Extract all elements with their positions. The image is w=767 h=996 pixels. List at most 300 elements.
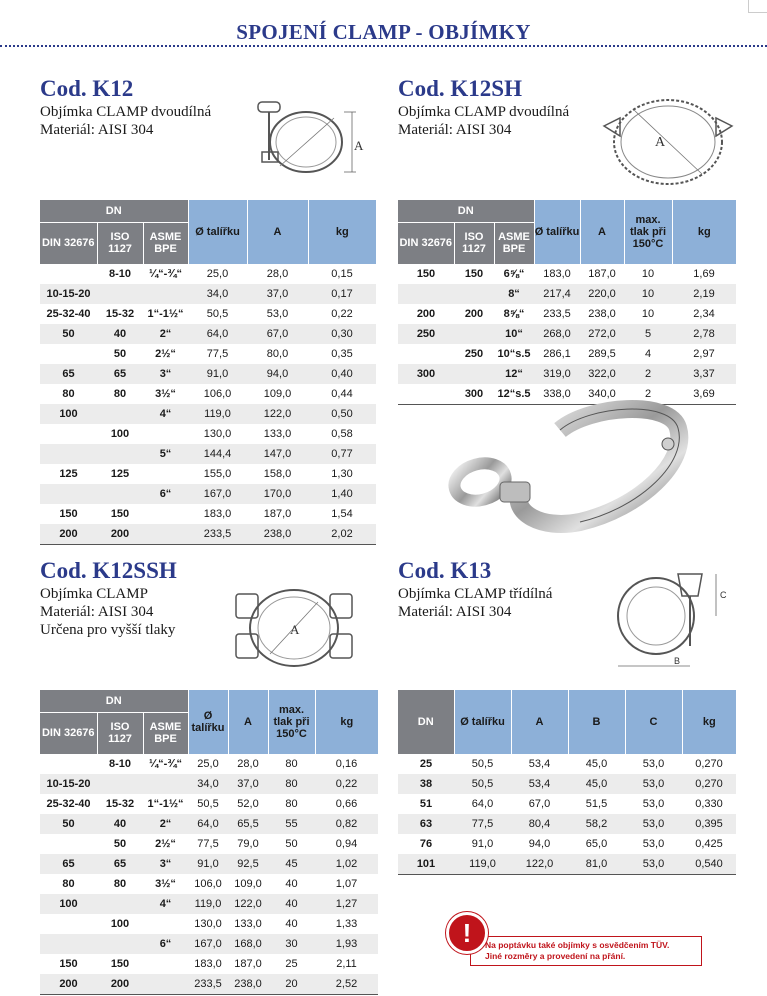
k12ssh-cell [40, 754, 97, 774]
k12sh-cell: 10 [641, 308, 655, 320]
k12-description [40, 103, 211, 139]
k13-cell: 58,2 [568, 814, 625, 834]
k12-cell: 3½“ [155, 388, 176, 400]
k12sh-cell: 3,37 [672, 364, 736, 384]
k12ssh-cell: 37,0 [228, 774, 268, 794]
k12-cell: 187,0 [263, 508, 292, 520]
k13-cell: 51 [419, 798, 433, 810]
k12-cell: 0,35 [331, 348, 353, 360]
k12-cell: 5“ [143, 444, 188, 464]
k12ssh-dim-a: A [290, 622, 300, 637]
k12ssh-cell: 168,0 [228, 934, 268, 954]
k12sh-table [398, 200, 736, 405]
k12ssh-row [40, 934, 378, 954]
k12ssh-cell [40, 834, 97, 854]
k12-cell [40, 444, 97, 464]
k13-cell: 64,0 [471, 798, 494, 810]
k12ssh-cell: 100 [110, 918, 130, 930]
k12-cell [97, 444, 143, 464]
k12sh-cell: 4 [644, 348, 652, 360]
k12-cell: 119,0 [188, 404, 247, 424]
k12-row [40, 484, 376, 504]
k12ssh-cell: 3½“ [155, 878, 176, 890]
k12ssh-cell: 2½“ [155, 838, 176, 850]
k12ssh-cell [97, 934, 143, 954]
k12sh-cell: 12“s.5 [494, 384, 534, 405]
k12ssh-table-body [40, 754, 378, 995]
k12sh-cell: 289,5 [588, 348, 616, 360]
k12ssh-cell: 0,22 [315, 774, 378, 794]
k12sh-cell: 300 [398, 364, 454, 384]
k12ssh-cell: 6“ [143, 934, 188, 954]
k12-cell: 50,5 [206, 308, 229, 320]
k12-cell: 109,0 [263, 388, 292, 400]
k12ssh-cell: 2“ [143, 814, 188, 834]
k12sh-cell: 2 [624, 384, 672, 405]
k12ssh-cell: 40 [97, 814, 143, 834]
k12-cell: 65 [40, 364, 97, 384]
k12-cell: 0,15 [331, 268, 353, 280]
k12-cell: 0,17 [308, 284, 376, 304]
k12ssh-head-iso: ISO 1127 [97, 712, 143, 754]
k13-head-kg: kg [682, 690, 736, 754]
k12ssh-cell: 52,0 [237, 798, 259, 810]
k12ssh-cell: 92,5 [228, 854, 268, 874]
k12ssh-cell: 80 [285, 798, 298, 810]
k12ssh-cell: 50 [40, 814, 97, 834]
k12ssh-cell: 91,0 [188, 854, 228, 874]
k12ssh-row [40, 794, 378, 814]
k12sh-row [398, 364, 736, 384]
k13-head-b: B [568, 690, 625, 754]
k12ssh-cell [40, 914, 97, 934]
k12-clamp-drawing [244, 98, 374, 178]
k12sh-code: Cod. K12SH [398, 76, 522, 101]
k12sh-row [398, 264, 736, 284]
k12ssh-head-diameter: Ø talířku [188, 690, 228, 754]
k13-cell: 91,0 [471, 838, 494, 850]
k12-cell: 167,0 [188, 484, 247, 504]
k13-row [398, 794, 736, 814]
k12sh-cell: 250 [464, 348, 484, 360]
k12sh-desc-line: Objímka CLAMP dvoudílná [398, 104, 570, 120]
k12ssh-cell: 1,33 [335, 918, 358, 930]
k13-cell: 65,0 [585, 838, 608, 850]
k12sh-head-kg: kg [672, 200, 736, 264]
k12-cell: 50 [40, 324, 97, 344]
k12sh-cell: 6⅝“ [503, 268, 525, 280]
k13-head-dn: DN [398, 690, 454, 754]
k13-cell: 0,270 [682, 774, 736, 794]
k12ssh-row [40, 874, 378, 894]
k12-cell [143, 524, 188, 545]
k12ssh-cell: 1,07 [335, 878, 358, 890]
k12ssh-row [40, 814, 378, 834]
k12-head-dn: DN [40, 200, 188, 222]
k12-row [40, 284, 376, 304]
k12-cell: 133,0 [263, 428, 292, 440]
k13-cell: 51,5 [585, 798, 608, 810]
k12-cell: 10-15-20 [40, 284, 97, 304]
k12ssh-cell: 79,0 [237, 838, 259, 850]
tuv-note-line2: Jiné rozměry a provedení na přání. [485, 951, 626, 961]
warning-icon: ! [446, 912, 488, 954]
k12-cell: 0,44 [331, 388, 353, 400]
k12-head-iso: ISO 1127 [97, 222, 143, 264]
k12-row [40, 344, 376, 364]
k12-cell: 130,0 [203, 428, 232, 440]
k13-cell: 53,0 [642, 758, 665, 770]
k12ssh-head-kg: kg [315, 690, 378, 754]
k12ssh-code: Cod. K12SSH [40, 558, 177, 583]
k12-cell: 64,0 [188, 324, 247, 344]
k13-table [398, 690, 736, 875]
page-corner [748, 0, 767, 13]
k12sh-cell: 200 [464, 308, 484, 320]
k13-cell: 67,0 [528, 798, 551, 810]
k12-row [40, 444, 376, 464]
k12sh-cell [454, 324, 494, 344]
k12sh-cell: 150 [464, 268, 484, 280]
k13-cell: 53,0 [625, 854, 682, 875]
k12ssh-cell [143, 914, 188, 934]
k12ssh-cell: 1,02 [315, 854, 378, 874]
k13-cell: 0,395 [682, 814, 736, 834]
k12sh-cell: 200 [416, 308, 436, 320]
k12ssh-cell [143, 974, 188, 995]
k12ssh-note-pressure: Určena pro vyšší tlaky [40, 622, 176, 638]
k13-cell: 122,0 [511, 854, 568, 875]
k12-head-din: DIN 32676 [40, 222, 97, 264]
k12ssh-cell: 40 [285, 918, 298, 930]
k13-dim-b: B [674, 656, 681, 666]
k12-cell: 1,30 [331, 468, 353, 480]
k12sh-description [398, 103, 569, 139]
k13-cell: 50,5 [471, 758, 494, 770]
k12ssh-cell: 119,0 [188, 894, 228, 914]
k13-head-diameter: Ø talířku [454, 690, 511, 754]
k12-cell: 0,50 [308, 404, 376, 424]
k12sh-head-dn: DN [398, 200, 534, 222]
k13-cell: 25 [419, 758, 433, 770]
k12ssh-row [40, 914, 378, 934]
k12sh-cell: 340,0 [580, 384, 624, 405]
k12ssh-material: Materiál: AISI 304 [40, 604, 154, 620]
k12-cell [97, 484, 143, 504]
k12ssh-cell: 133,0 [234, 918, 262, 930]
page-title: SPOJENÍ CLAMP - OBJÍMKY [236, 20, 531, 44]
k12ssh-cell: 65 [97, 854, 143, 874]
k13-cell: 53,0 [642, 798, 665, 810]
k12ssh-cell: 2,11 [336, 958, 357, 970]
k12ssh-cell: 130,0 [194, 918, 222, 930]
k13-cell: 45,0 [585, 758, 608, 770]
k12sh-cell: 150 [416, 268, 436, 280]
k12ssh-cell: 40 [285, 878, 298, 890]
k12ssh-cell: 183,0 [194, 958, 222, 970]
k12sh-head-diameter: Ø talířku [534, 200, 580, 264]
k12-cell: 150 [110, 508, 130, 520]
k12-cell: 0,22 [331, 308, 353, 320]
k12-cell: 125 [59, 468, 78, 480]
k12sh-cell [398, 284, 454, 304]
k12-cell: 28,0 [266, 268, 289, 280]
k12sh-cell: 10“ [494, 324, 534, 344]
k13-row [398, 754, 736, 774]
k12sh-row [398, 344, 736, 364]
k12-cell: 0,58 [331, 428, 353, 440]
k12-material: Materiál: AISI 304 [40, 122, 154, 138]
k12sh-cell: 322,0 [580, 364, 624, 384]
k13-material: Materiál: AISI 304 [398, 604, 512, 620]
k12-cell: 3“ [143, 364, 188, 384]
k12-cell: 100 [110, 428, 130, 440]
k12ssh-cell: 1,93 [315, 934, 378, 954]
k12-cell: 125 [110, 468, 130, 480]
k12ssh-cell: 80 [268, 774, 315, 794]
k12-dim-a: A [354, 138, 364, 153]
k12ssh-head-pressure: max. tlak při 150°C [268, 690, 315, 754]
k12ssh-cell [143, 954, 188, 974]
k12-cell: 50 [113, 348, 127, 360]
k12-row [40, 324, 376, 344]
k12-cell: 144,4 [188, 444, 247, 464]
k13-cell: 81,0 [568, 854, 625, 875]
k12ssh-cell: 80 [285, 758, 298, 770]
k12-cell: 25,0 [206, 268, 229, 280]
k13-cell: 119,0 [454, 854, 511, 875]
k12ssh-cell [40, 934, 97, 954]
k12ssh-cell: 25 [285, 958, 298, 970]
k12ssh-cell: 10-15-20 [40, 774, 97, 794]
k12sh-head-iso: ISO 1127 [454, 222, 494, 264]
tuv-note [470, 936, 702, 966]
k12-cell: 91,0 [188, 364, 247, 384]
title-divider [0, 45, 767, 47]
k12sh-material: Materiál: AISI 304 [398, 122, 512, 138]
k12ssh-head-a: A [228, 690, 268, 754]
k12ssh-cell: 109,0 [234, 878, 262, 890]
k12ssh-row [40, 894, 378, 914]
k12sh-clamp-drawing [598, 92, 738, 188]
k12-table [40, 200, 376, 545]
k12sh-cell [454, 284, 494, 304]
k12ssh-cell: 3“ [143, 854, 188, 874]
k12-cell: 80,0 [266, 348, 289, 360]
k12sh-head-a: A [580, 200, 624, 264]
k13-cell: 101 [398, 854, 454, 875]
k12ssh-table [40, 690, 378, 995]
k12-cell: 8-10 [108, 268, 132, 280]
k12sh-head-din: DIN 32676 [398, 222, 454, 264]
k12sh-table-body [398, 264, 736, 405]
k12ssh-cell: 100 [40, 894, 97, 914]
k13-cell: 0,330 [695, 798, 723, 810]
k12-cell [40, 344, 97, 364]
k12ssh-cell: 15-32 [105, 798, 135, 810]
k12-cell: 233,5 [188, 524, 247, 545]
k12ssh-head-din: DIN 32676 [40, 712, 97, 754]
k12ssh-cell: 200 [40, 974, 97, 995]
k12-cell [143, 504, 188, 524]
k12ssh-head-asme: ASME BPE [143, 712, 188, 754]
k13-clamp-drawing [604, 566, 736, 678]
k12ssh-cell: 20 [268, 974, 315, 995]
k12ssh-row [40, 774, 378, 794]
k13-cell: 80,4 [511, 814, 568, 834]
k12sh-cell: 8“ [494, 284, 534, 304]
k12-cell [97, 404, 143, 424]
k13-cell: 0,425 [695, 838, 723, 850]
k12ssh-cell: 4“ [143, 894, 188, 914]
k12-row [40, 504, 376, 524]
k12ssh-cell [97, 894, 143, 914]
k12ssh-cell: 30 [268, 934, 315, 954]
k13-row [398, 834, 736, 854]
k12-cell: 53,0 [266, 308, 289, 320]
k12-cell: 77,5 [206, 348, 229, 360]
k12-row [40, 264, 376, 284]
k12sh-cell: 2 [624, 364, 672, 384]
k13-cell: 53,0 [642, 838, 665, 850]
k12sh-cell [398, 344, 454, 364]
k12-cell: 65 [97, 364, 143, 384]
k12ssh-cell: 233,5 [188, 974, 228, 995]
k12-cell: 34,0 [188, 284, 247, 304]
k12-cell: 150 [59, 508, 78, 520]
k12sh-cell: 187,0 [588, 268, 616, 280]
k12ssh-cell: 0,16 [335, 758, 358, 770]
k12-head-a: A [247, 200, 308, 264]
k12ssh-row [40, 974, 378, 995]
k12-row [40, 524, 376, 545]
k12-row [40, 404, 376, 424]
k13-desc-line: Objímka CLAMP třídílná [398, 586, 553, 602]
k12-cell [143, 464, 188, 484]
k12ssh-cell: 25,0 [197, 758, 219, 770]
k12sh-cell: 238,0 [588, 308, 616, 320]
k12ssh-cell: 40 [268, 894, 315, 914]
k13-cell: 45,0 [568, 774, 625, 794]
k12sh-row [398, 324, 736, 344]
k12sh-cell: 2,78 [672, 324, 736, 344]
k12ssh-cell [143, 774, 188, 794]
k12sh-cell [454, 364, 494, 384]
k12ssh-cell: 1,27 [315, 894, 378, 914]
k12sh-cell: 10“s.5 [497, 348, 531, 360]
k13-cell: 53,0 [625, 814, 682, 834]
k12-table-body [40, 264, 376, 545]
k12ssh-cell: 80 [113, 878, 127, 890]
k12ssh-cell: 0,66 [335, 798, 358, 810]
k12ssh-cell: 106,0 [194, 878, 222, 890]
k12-cell: 15-32 [105, 308, 135, 320]
k12ssh-description [40, 585, 175, 639]
k12-cell [143, 284, 188, 304]
k12ssh-row [40, 854, 378, 874]
k12-code: Cod. K12 [40, 76, 134, 101]
k13-code: Cod. K13 [398, 558, 492, 583]
k12ssh-cell: 64,0 [188, 814, 228, 834]
k12ssh-cell: 0,94 [335, 838, 358, 850]
k12sh-cell: 5 [624, 324, 672, 344]
k12sh-cell: 183,0 [543, 268, 571, 280]
k13-description [398, 585, 552, 621]
k12-cell: 40 [97, 324, 143, 344]
k12ssh-cell [97, 774, 143, 794]
k12ssh-cell: 0,82 [315, 814, 378, 834]
k13-cell: 53,0 [625, 774, 682, 794]
k12-row [40, 364, 376, 384]
clamp-photo [440, 400, 700, 540]
k12-cell: 94,0 [247, 364, 308, 384]
k12ssh-cell: 122,0 [228, 894, 268, 914]
k12-cell: 67,0 [247, 324, 308, 344]
k12sh-dim-a: A [655, 135, 666, 150]
k12-cell: 2,02 [308, 524, 376, 545]
k12sh-cell: 300 [454, 384, 494, 405]
k12ssh-cell: 55 [268, 814, 315, 834]
k12-cell: 155,0 [203, 468, 232, 480]
k12ssh-cell: 77,5 [197, 838, 219, 850]
k12sh-cell: 8⅝“ [503, 308, 525, 320]
k13-cell: 0,540 [682, 854, 736, 875]
k12-row [40, 424, 376, 444]
k12ssh-cell: 34,0 [188, 774, 228, 794]
k12-cell: 25-32-40 [46, 308, 91, 320]
k12-cell: 0,77 [308, 444, 376, 464]
k12sh-row [398, 304, 736, 324]
k12-head-kg: kg [308, 200, 376, 264]
k13-cell: 94,0 [528, 838, 551, 850]
k12-desc-line: Objímka CLAMP dvoudílná [40, 104, 212, 120]
k13-dim-c: C [720, 590, 727, 600]
k12ssh-desc-line: Objímka CLAMP [40, 586, 148, 602]
k12sh-cell: 286,1 [543, 348, 571, 360]
k12-cell: 1“-1½“ [147, 308, 184, 320]
k13-head-a: A [511, 690, 568, 754]
k13-row [398, 814, 736, 834]
k12-cell: 100 [40, 404, 97, 424]
k12ssh-cell: 8-10 [108, 758, 132, 770]
k12sh-cell: 10 [641, 268, 655, 280]
k12ssh-row [40, 754, 378, 774]
k12-cell [143, 424, 188, 444]
k12ssh-cell: 150 [59, 958, 78, 970]
k12-cell: ¼“-¾“ [148, 268, 182, 280]
k13-cell: 53,4 [511, 774, 568, 794]
k12-cell: 4“ [143, 404, 188, 424]
k12ssh-cell: 50 [285, 838, 298, 850]
k13-cell: 50,5 [454, 774, 511, 794]
k12ssh-cell: ¼“-¾“ [148, 758, 182, 770]
k12ssh-clamp-drawing [226, 580, 362, 680]
k12-cell: 238,0 [247, 524, 308, 545]
k12-row [40, 384, 376, 404]
k13-row [398, 774, 736, 794]
k13-row [398, 854, 736, 875]
k13-cell: 76 [419, 838, 433, 850]
k13-cell: 38 [398, 774, 454, 794]
k12-cell: 122,0 [247, 404, 308, 424]
k12ssh-cell: 50 [113, 838, 127, 850]
k12sh-cell: 2,97 [693, 348, 715, 360]
k12ssh-head-dn: DN [40, 690, 188, 712]
k12ssh-cell: 2,52 [315, 974, 378, 995]
k13-table-body [398, 754, 736, 875]
k12sh-cell: 220,0 [580, 284, 624, 304]
k12ssh-row [40, 954, 378, 974]
